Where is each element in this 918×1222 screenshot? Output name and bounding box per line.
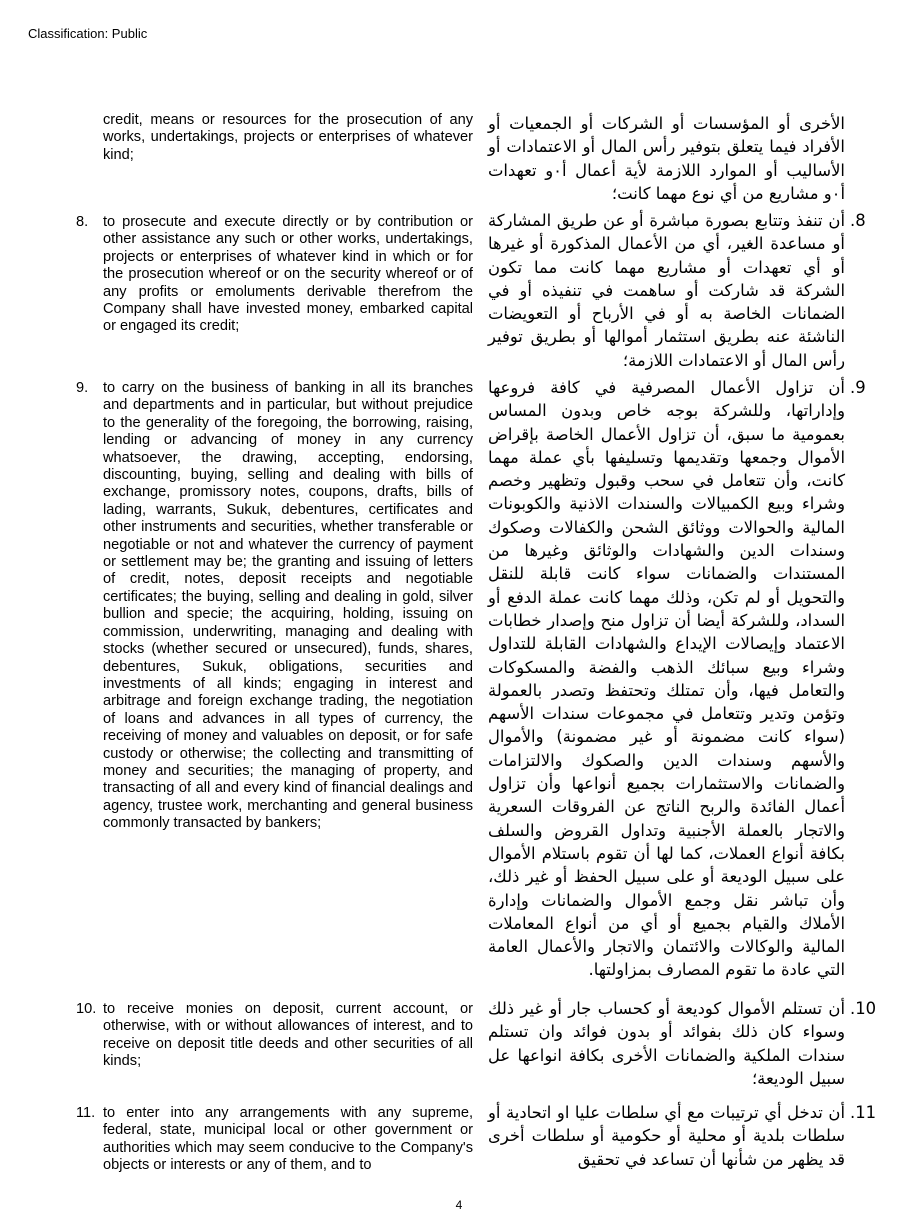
clause-10-ar: [488, 997, 877, 1090]
page-number: 4: [455, 1198, 463, 1212]
clause-8-ar: [488, 209, 866, 372]
clause-number: 10.: [76, 1001, 97, 1017]
clause-9-ar: [488, 376, 866, 982]
clause-text-en: to enter into any arrangements with any supreme, federal, state, municipal local or other government or authorities which may seem conducive to the Company's objects or interests or any of them, and to: [103, 1105, 473, 1174]
clause-text-en: to carry on the business of banking in all its branches and departments and in particular, but without prejudice to the generality of the foregoing, the borrowing, raising, lending or advancing of money in any currency whatsoever, the drawing, accepting, endorsing, discounting, buying, selling and dealing with bills of exchange, promissory notes, coupons, drafts, bills of lading, warrants, Sukuk, debentures, certificates and other instruments and securities, whether transferable or negotiable or not and whatever the currency of payment or settlement may be; the granting and issuing of letters of credit, notes, deposit receipts and negotiable certificates; the buying, selling and dealing in gold, silver bullion and specie; the acquiring, holding, issuing on commission, underwriting, managing and dealing with stocks (whether secured or unsecured), funds, shares, debentures, Sukuk, obligations, securities and investments of all kinds; engaging in interest and arbitrage and foreign exchange trading, the negotiation of loans and advances in all types of currency, the receiving of money and valuables on deposit, or for safe custody or otherwise; the collecting and transmitting of money and securities; the managing of property, and transacting of all and every kind of financial dealings and agency, trustee work, merchanting and general business commonly transacted by bankers;: [103, 380, 473, 832]
clause-continued-ar: [488, 112, 845, 205]
classification-label: Classification: Public: [28, 26, 148, 41]
clause-text-en: to receive monies on deposit, current account, or otherwise, with or without allowances of interest, and to receive on deposit title deeds and other securities of all kinds;: [103, 1001, 473, 1070]
clause-text-en: to prosecute and execute directly or by contribution or other assistance any such or other works, undertakings, projects or enterprises of whatever kind in which or for the prosecution whereof or on the security whereof or of any profits or emoluments derivable therefrom the Company shall have invested money, embarked capital or engaged its credit;: [103, 214, 473, 335]
clause-number-ar: .11: [850, 1103, 877, 1122]
clause-text-ar: أن تنفذ وتتابع بصورة مباشرة أو عن طريق المشاركة أو مساعدة الغير، أي من الأعمال المذكورة أو غيرها أو أي تعهدات أو مشاريع مهما كانت مما تكون الشركة قد شاركت أو ساهمت في تنفيذه أو في الضمانات الخاصة به أو في الأرباح أو التعويضات الناشئة عنه بطريق استثمار أموالها أو بطريق توفير رأس المال أو الاعتمادات اللازمة؛: [488, 211, 845, 370]
clause-number: 11.: [76, 1105, 96, 1121]
clause-text-ar: أن تزاول الأعمال المصرفية في كافة فروعها وإداراتها، وللشركة بوجه خاص وبدون المساس بعمومية ما سبق، أن تزاول الأعمال الخاصة بإقراض الأموال وجمعها وتقديمها وتسليفها بأي عملة مهما كانت، وأن تتعامل في سحب وقبول وتظهير وخصم وشراء وبيع الكمبيالات والسندات الاذنية والكوبونات المالية والحوالات ووثائق الشحن والكفالات وصكوك وسندات الدين والشهادات والوثائق وغيرها من المستندات والضمانات سواء كانت قابلة للنقل والتحويل أو لم تكن، وذلك مهما كانت عملة الدفع أو السداد، وللشركة أيضا أن تزاول منح وإصدار خطابات الاعتماد وإيصالات الإيداع والشهادات القابلة للتداول وشراء وبيع سبائك الذهب والفضة والمسكوكات والتعامل فيها، وأن تمتلك وتحتفظ وتصدر بالعمولة وتؤمن وتدير وتتعامل في مجموعات سندات الأسهم (سواء كانت مضمونة أو غير مضمونة) والأموال والأسهم وسندات الدين والصكوك والالتزامات والضمانات والاستثمارات بجميع أنواعها وأن تزاول أعمال الفائدة والربح الناتج عن الفروقات السعرية والاتجار بالعملة الأجنبية وتداول القروض والسلف بكافة أنواع العملات، كما لها أن تقوم باستلام الأموال على سبيل الوديعة أو على سبيل الحفظ أو غير ذلك، وأن تباشر نقل وجمع الأموال والضمانات وإدارة الأملاك والقيام بجميع أو أي من أنواع المعاملات المالية والوكالات والائتمان والاتجار والأعمال العامة التي عادة ما تقوم المصارف بمزاولتها.: [488, 378, 845, 980]
clause-number: 8.: [76, 214, 89, 230]
clause-number: 9.: [76, 380, 89, 396]
clause-text-ar: الأخرى أو المؤسسات أو الشركات أو الجمعيات أو الأفراد فيما يتعلق بتوفير رأس المال أو الاعتمادات أو الأساليب أو الموارد اللازمة لأية أعمال أ٠و تعهدات أ٠و مشاريع من أي نوع مهما كانت؛: [488, 114, 845, 203]
clause-number-ar: .9: [850, 378, 866, 397]
clause-number-ar: .8: [850, 211, 866, 230]
clause-number-ar: .10: [850, 999, 877, 1018]
clause-11-ar: [488, 1101, 877, 1171]
clause-text-ar: أن تدخل أي ترتيبات مع أي سلطات عليا او اتحادية أو سلطات بلدية أو محلية أو حكومية أو سلطات أخرى قد يظهر من شأنها أن تساعد في تحقيق: [488, 1103, 845, 1169]
clause-text-ar: أن تستلم الأموال كوديعة أو كحساب جار أو غير ذلك وسواء كان ذلك بفوائد أو بدون فوائد وان تستلم سندات الملكية والضمانات الأخرى بكافة انواعها عل سبيل الوديعة؛: [488, 999, 845, 1088]
clause-text-en: credit, means or resources for the prosecution of any works, undertakings, projects or enterprises of whatever kind;: [103, 112, 473, 163]
